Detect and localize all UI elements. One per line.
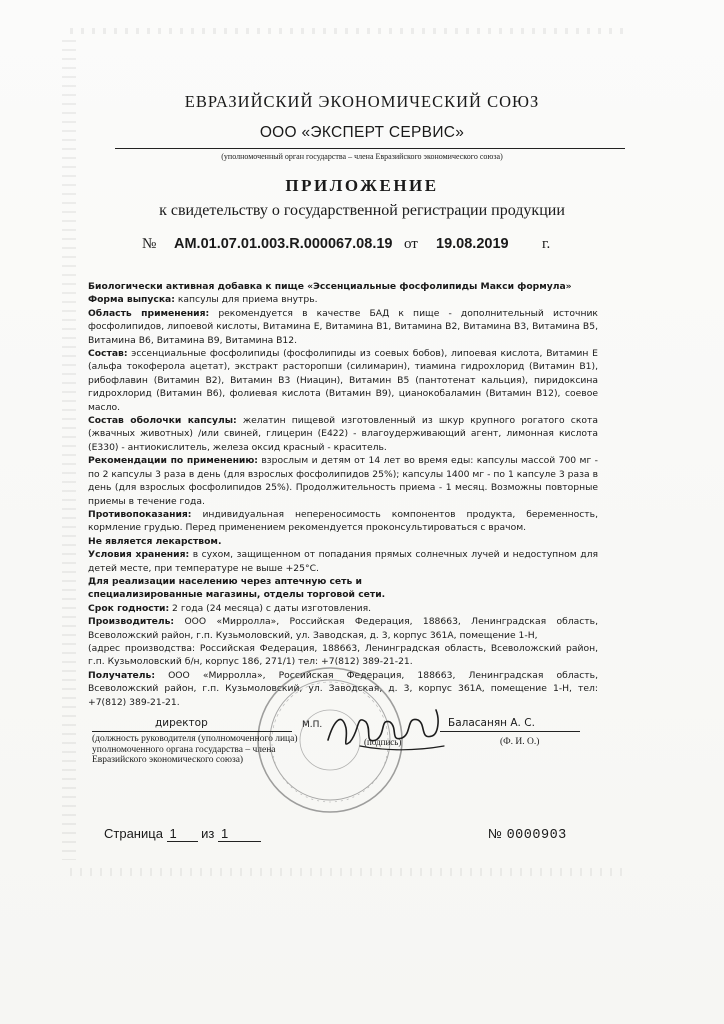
mp-label: М.П. <box>302 720 323 730</box>
storage-value: в сухом, защищенном от попадания прямых солнечных лучей и недоступном для детей месте, при температуре не выше +25°С. <box>88 549 598 574</box>
production-address: (адрес производства: Российская Федерация, 188663, Ленинградская область, Всеволожский район, г.п. Кузьмоловский б/н, корпус 186, 271/1) тел: +7(812) 389-21-21. <box>88 642 598 668</box>
scope-line <box>88 307 598 347</box>
contraindications-label: Противопоказания: <box>88 508 192 520</box>
page-total: 1 <box>218 826 261 842</box>
storage-line <box>88 548 598 575</box>
page-label: Страница <box>104 826 163 841</box>
shell-line <box>88 414 598 454</box>
certificate-row <box>142 236 562 258</box>
appendix-heading: ПРИЛОЖЕНИЕ <box>285 176 439 195</box>
shelf-life-line <box>88 602 598 615</box>
signer-name: Баласанян А. С. <box>448 717 535 729</box>
usage-label: Рекомендации по применению: <box>88 455 258 467</box>
appendix-subheading: к свидетельству о государственной регистрации продукции <box>159 202 565 219</box>
shell-label: Состав оболочки капсулы: <box>88 415 237 427</box>
certificate-date: 19.08.2019 <box>436 236 509 252</box>
product-description <box>88 280 598 709</box>
form-value: капсулы для приема внутрь. <box>174 294 318 306</box>
contraindications-value: индивидуальная непереносимость компонентов продукта, беременность, кормление грудью. Перед применением рекомендуется проконсультироваться с врачом. <box>88 508 598 534</box>
fio-caption: (Ф. И. О.) <box>500 737 540 747</box>
composition-label: Состав: <box>88 348 128 360</box>
position-note: (должность руководителя (уполномоченного лица) уполномоченного органа государства – члена Евразийского экономического союза) <box>92 734 298 765</box>
signer-line <box>440 731 580 732</box>
union-title: ЕВРАЗИЙСКИЙ ЭКОНОМИЧЕСКИЙ СОЮЗ <box>184 92 540 111</box>
scope-value: рекомендуется в качестве БАД к пище - дополнительный источник фосфолипидов, липоевой кислоты, Витамина Е, Витамина В1, Витамина В2, Витамина В3, Витамина В5, Витамина В6, Витамина В9, Витамина В12. <box>88 307 598 346</box>
usage-value: взрослым и детям от 14 лет во время еды: капсулы массой 700 мг - по 2 капсулы 3 раза в день (для взрослых фосфолипидов 25%); капсулы 1400 мг - по 1 капсуле 3 раза в день (для взрослых фосфолипидов 25%). Продолжительность приема - 1 месяц. Возможны повторные приемы в течение года. <box>88 455 598 507</box>
shelf-life-value: 2 года (24 месяца) с даты изготовления. <box>169 602 372 614</box>
certificate-number: AM.01.07.01.003.R.000067.08.19 <box>174 236 393 252</box>
serial-number-block <box>488 826 567 843</box>
year-suffix: г. <box>542 236 551 252</box>
position-line <box>92 731 292 732</box>
director-position: директор <box>155 717 208 729</box>
manufacturer-line <box>88 615 598 642</box>
not-medicine-line <box>88 535 598 548</box>
organization-underline <box>115 148 625 149</box>
signature-caption: (подпись) <box>364 737 402 747</box>
page-current: 1 <box>167 826 198 842</box>
number-sign: № <box>142 236 157 252</box>
scan-edge-top <box>70 28 630 34</box>
recipient-value: ООО «Мирролла», Российская Федерация, 188663, Ленинградская область, Всеволожский район, г.п. Кузьмоловский, ул. Заводская, д. 3, корпус 361А, помещение 1-Н, тел: +7(812) 389-21-21. <box>88 669 598 708</box>
not-medicine: Не является лекарством. <box>88 535 222 547</box>
scope-label: Область применения: <box>88 307 210 319</box>
distribution-text: Для реализации населению через аптечную сеть и специализированные магазины, отделы торговой сети. <box>88 575 386 601</box>
shelf-life-label: Срок годности: <box>88 602 170 614</box>
from-label: от <box>404 236 418 252</box>
storage-label: Условия хранения: <box>88 549 190 561</box>
usage-line <box>88 454 598 508</box>
composition-line <box>88 347 598 414</box>
shell-value: желатин пищевой изготовленный из шкур крупного рогатого скота (жвачных животных) /или свиней, глицерин (Е422) - влагоудерживающий агент, лимонная кислота (Е330) - антиокислитель, железа оксид красный - краситель. <box>88 415 598 453</box>
organization-note: (уполномоченный орган государства – члена Евразийского экономического союза) <box>221 152 503 161</box>
form-line <box>88 293 598 306</box>
serial-sign: № <box>488 826 503 841</box>
manufacturer-value: ООО «Мирролла», Российская Федерация, 188663, Ленинградская область, Всеволожский район, г.п. Кузьмоловский, ул. Заводская, д. 3, корпус 361А, помещение 1-Н, <box>88 616 598 641</box>
of-label: из <box>201 826 215 841</box>
form-label: Форма выпуска: <box>88 294 175 306</box>
product-name-line <box>88 280 598 293</box>
product-name: Биологически активная добавка к пище «Эссенциальные фосфолипиды Макси формула» <box>88 281 572 292</box>
manufacturer-label: Производитель: <box>88 616 175 628</box>
signature-block <box>0 700 724 820</box>
recipient-label: Получатель: <box>88 669 155 681</box>
composition-value: эссенциальные фосфолипиды (фосфолипиды из соевых бобов), липоевая кислота, Витамин Е (альфа токоферола ацетат), экстракт расторопши (силимарин), тиамина гидрохлорид (Витамин В1), рибофлавин (Витамин В2), Витамин В3 (Ниацин), Витамин В5 (пантотенат кальция), пиридоксина гидрохлорид (Витамин В6), фолиевая кислота (Витамин В9), цианокобаламин (Витамин В12), соевое масло. <box>88 348 598 413</box>
scan-edge-bottom <box>70 868 630 876</box>
page-counter <box>104 826 261 842</box>
distribution-line <box>88 575 388 602</box>
contraindications-line <box>88 508 598 535</box>
organization-name: ООО «ЭКСПЕРТ СЕРВИС» <box>259 124 465 141</box>
serial-number: 0000903 <box>506 828 567 843</box>
